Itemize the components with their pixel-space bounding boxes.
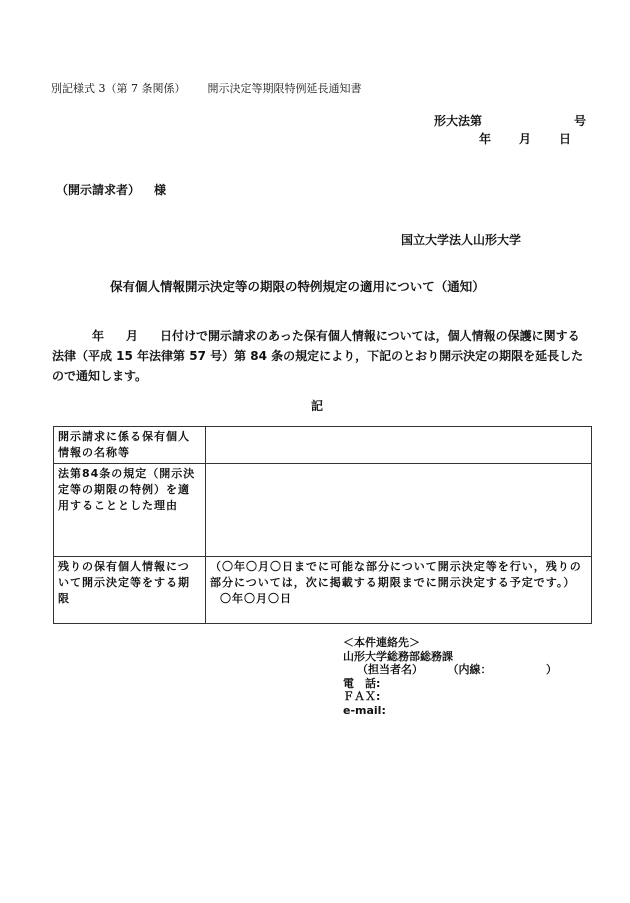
table-row [54,427,592,464]
table-row [54,557,592,624]
contact-extension: （内線： [453,663,486,676]
doc-number-suffix: 号 [574,114,587,128]
form-header [51,80,362,96]
contact-block [343,636,557,717]
document-number [434,112,586,129]
contact-person-line [343,663,557,677]
deadline-note: （〇年〇月〇日までに可能な部分について開示決定等を行い，残りの部分については，次に掲載する期限までに開示決定する予定です。） [210,560,582,589]
contact-department: 山形大学総務部総務課 [343,649,453,663]
table-row [54,464,592,557]
date-year: 年 [479,132,492,146]
contact-phone: 電 話: [343,676,381,690]
row-label-reason: 法第84条の規定（開示決定等の期限の特例）を適用することとした理由 [54,464,206,557]
ki-heading: 記 [311,399,324,413]
recipient [56,181,166,198]
body-text: 日付けで開示請求のあった保有個人情報については，個人情報の保護に関する法律（平成 15 年法律第 57 号）第 84 条の規定により，下記のとおり開示決定の期限を延長したので通知します。 [52,329,584,383]
issue-date [479,130,571,147]
row-label-deadline: 残りの保有個人情報について開示決定等をする期限 [54,557,206,624]
body-year: 年 [92,329,105,343]
row-value-deadline [206,557,592,624]
recipient-name: （開示請求者） [56,183,141,197]
date-month: 月 [519,132,532,146]
deadline-date: 〇年〇月〇日 [220,592,292,605]
contact-heading: ＜本件連絡先＞ [343,636,420,649]
contact-person: （担当者名） [357,663,423,676]
body-paragraph [52,326,590,386]
info-table [53,426,592,624]
document-title: 保有個人情報開示決定等の期限の特例規定の適用について（通知） [110,279,485,294]
contact-email: e-mail: [343,703,386,717]
doc-number-label: 形大法第 [434,114,483,128]
issuer: 国立大学法人山形大学 [401,233,522,247]
body-month: 月 [126,329,139,343]
row-value-reason [206,464,592,557]
form-number: 別記様式 3（第 7 条関係） [51,82,186,95]
contact-extension-close: ） [546,663,557,676]
row-value-name [206,427,592,464]
form-title: 開示決定等期限特例延長通知書 [207,82,362,95]
contact-fax: ＦＡＸ: [343,690,381,703]
recipient-honorific: 様 [154,183,167,197]
date-day: 日 [559,132,572,146]
row-label-name: 開示請求に係る保有個人情報の名称等 [54,427,206,464]
